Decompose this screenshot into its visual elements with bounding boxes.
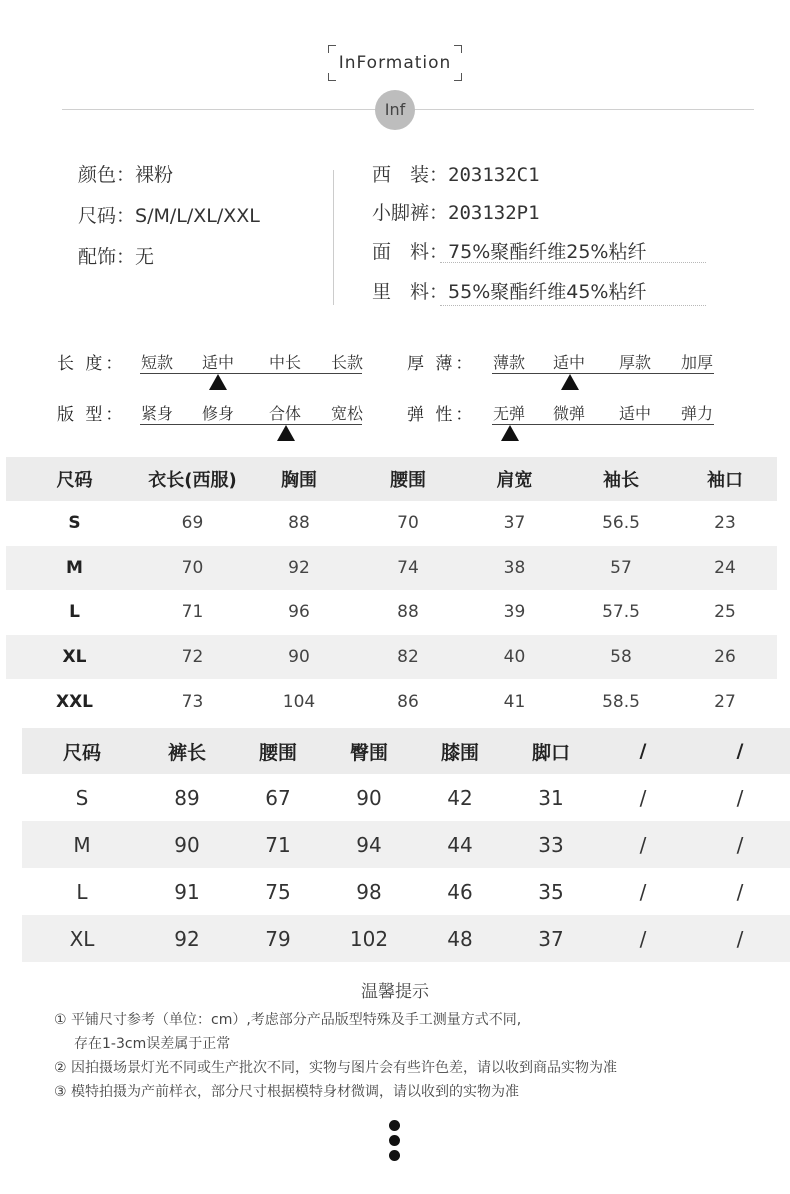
- table-cell: 89: [174, 785, 200, 810]
- table-cell: S: [68, 513, 81, 534]
- table-cell: 24: [673, 546, 777, 591]
- table-cell: 44: [414, 821, 506, 868]
- table-cell: 90: [242, 635, 356, 680]
- length-option-short: 短款: [141, 353, 174, 372]
- table-cell: 56.5: [602, 513, 640, 534]
- info-pants-value: 203132P1: [448, 202, 540, 224]
- information-title: InFormation: [338, 53, 452, 73]
- thickness-scale-line: [492, 373, 714, 374]
- table-cell: 25: [714, 602, 736, 623]
- table-row: [22, 868, 790, 915]
- dot-icon: [389, 1120, 400, 1131]
- table-cell: /: [639, 879, 647, 904]
- table-row: [22, 915, 790, 962]
- table-row: [6, 546, 777, 591]
- thickness-option-thin: 薄款: [493, 353, 526, 372]
- info-pants-label: 小脚裤：: [372, 202, 449, 224]
- table-cell: 39: [503, 602, 526, 623]
- column-header: 尺码: [6, 457, 143, 501]
- thickness-scale-label: 厚 薄：: [407, 354, 476, 374]
- fit-indicator-icon: [277, 425, 295, 441]
- tips-title: 温馨提示: [361, 982, 429, 1002]
- jacket-size-table: [6, 457, 777, 724]
- table-cell: 72: [143, 635, 242, 680]
- table-cell: 58: [569, 635, 673, 680]
- table-cell: 57: [569, 546, 673, 591]
- table-cell: 92: [142, 915, 232, 962]
- elasticity-option-stretch: 弹力: [681, 404, 714, 423]
- pants-size-table: [22, 728, 790, 962]
- table-cell: 90: [356, 785, 382, 810]
- fit-option-tight: 紧身: [141, 404, 174, 423]
- table-row: [6, 679, 777, 724]
- information-title-frame: [328, 45, 462, 81]
- table-cell: 42: [447, 785, 473, 810]
- table-cell: 70: [397, 513, 419, 534]
- table-cell: 90: [142, 821, 232, 868]
- table-cell: 41: [503, 691, 526, 712]
- elasticity-option-medium: 适中: [619, 404, 652, 423]
- table-cell: 86: [397, 691, 419, 712]
- table-cell: /: [736, 785, 744, 810]
- table-row: [22, 774, 790, 821]
- column-header: /: [596, 728, 690, 774]
- column-header: 衣长(西服): [143, 457, 242, 501]
- info-suit: [372, 160, 540, 187]
- table-cell: 96: [288, 602, 310, 623]
- info-lining-value: 55%聚酯纤维45%粘纤: [448, 281, 647, 303]
- table-cell: /: [639, 785, 647, 810]
- elasticity-indicator-icon: [501, 425, 519, 441]
- fit-scale-line: [140, 424, 362, 425]
- table-cell: 88: [288, 513, 310, 534]
- table-cell: 37: [503, 513, 526, 534]
- table-row: [6, 635, 777, 680]
- table-cell: 91: [174, 879, 200, 904]
- table-cell: 82: [356, 635, 460, 680]
- info-pants: [372, 198, 540, 225]
- table-cell: M: [6, 546, 143, 591]
- table-cell: 92: [242, 546, 356, 591]
- corner-bracket-icon: [328, 73, 336, 81]
- table-cell: 94: [324, 821, 414, 868]
- table-cell: /: [596, 915, 690, 962]
- length-indicator-icon: [209, 374, 227, 390]
- thickness-option-extra-thick: 加厚: [681, 353, 714, 372]
- column-header: 腰围: [232, 728, 324, 774]
- fit-option-slim: 修身: [202, 404, 235, 423]
- table-cell: 74: [356, 546, 460, 591]
- info-fabric-value: 75%聚酯纤维25%粘纤: [448, 241, 647, 263]
- table-cell: 26: [673, 635, 777, 680]
- elasticity-scale-line: [492, 424, 714, 425]
- length-scale-label: 长 度：: [57, 354, 126, 374]
- tip-line-1-continued: 存在1-3cm误差属于正常: [74, 1036, 231, 1052]
- info-suit-value: 203132C1: [448, 164, 540, 186]
- info-column-divider: [333, 170, 334, 305]
- length-option-long: 长款: [331, 353, 364, 372]
- table-cell: 33: [506, 821, 596, 868]
- elasticity-option-none: 无弹: [493, 404, 526, 423]
- table-cell: 73: [181, 691, 204, 712]
- column-header: 膝围: [414, 728, 506, 774]
- table-cell: 71: [181, 602, 204, 623]
- corner-bracket-icon: [328, 45, 336, 53]
- table-header-row: [22, 728, 790, 774]
- table-cell: 57.5: [602, 602, 640, 623]
- length-option-medium: 适中: [202, 353, 235, 372]
- table-cell: 46: [447, 879, 473, 904]
- info-size-label: 尺码：: [78, 205, 136, 227]
- lining-underline: [440, 305, 706, 306]
- column-header: /: [690, 728, 790, 774]
- table-cell: 69: [181, 513, 204, 534]
- table-cell: 23: [714, 513, 736, 534]
- column-header: 胸围: [242, 457, 356, 501]
- column-header: 肩宽: [460, 457, 569, 501]
- table-cell: 40: [460, 635, 569, 680]
- table-cell: XXL: [55, 691, 94, 712]
- info-size: [78, 201, 260, 228]
- column-header: 袖长: [569, 457, 673, 501]
- info-fabric-label: 面 料：: [372, 241, 449, 263]
- table-cell: S: [75, 785, 89, 810]
- column-header: 裤长: [142, 728, 232, 774]
- fit-option-loose: 宽松: [331, 404, 364, 423]
- column-header: 尺码: [22, 728, 142, 774]
- fabric-underline: [440, 262, 706, 263]
- info-fabric: [372, 237, 646, 264]
- table-cell: /: [690, 821, 790, 868]
- tip-line-3: ③ 模特拍摄为产前样衣，部分尺寸根据模特身材微调，请以收到的实物为准: [54, 1084, 519, 1100]
- info-lining-label: 里 料：: [372, 281, 449, 303]
- table-cell: XL: [22, 915, 142, 962]
- info-color: [78, 160, 173, 187]
- column-header: 脚口: [506, 728, 596, 774]
- elasticity-scale-label: 弹 性：: [407, 405, 476, 425]
- table-cell: 71: [232, 821, 324, 868]
- table-cell: /: [596, 821, 690, 868]
- dot-icon: [389, 1150, 400, 1161]
- corner-bracket-icon: [454, 73, 462, 81]
- table-cell: 104: [282, 691, 316, 712]
- table-cell: /: [690, 915, 790, 962]
- table-row: [6, 590, 777, 635]
- elasticity-option-slight: 微弹: [553, 404, 586, 423]
- table-cell: XL: [6, 635, 143, 680]
- info-lining: [372, 277, 646, 304]
- inf-badge: Inf: [375, 90, 415, 130]
- column-header: 臀围: [324, 728, 414, 774]
- tip-line-1: ① 平铺尺寸参考（单位：cm）,考虑部分产品版型特殊及手工测量方式不同,: [54, 1012, 522, 1028]
- table-cell: 38: [460, 546, 569, 591]
- table-cell: 37: [506, 915, 596, 962]
- thickness-option-thick: 厚款: [619, 353, 652, 372]
- fit-option-regular: 合体: [269, 404, 302, 423]
- table-cell: 75: [265, 879, 291, 904]
- table-cell: 88: [397, 602, 419, 623]
- table-cell: L: [69, 602, 80, 623]
- table-cell: 79: [232, 915, 324, 962]
- thickness-indicator-icon: [561, 374, 579, 390]
- corner-bracket-icon: [454, 45, 462, 53]
- table-cell: 67: [265, 785, 291, 810]
- info-size-value: S/M/L/XL/XXL: [135, 205, 260, 227]
- table-cell: 35: [538, 879, 564, 904]
- dot-icon: [389, 1135, 400, 1146]
- fit-scale-label: 版 型：: [57, 405, 126, 425]
- table-row: [22, 821, 790, 868]
- info-suit-label: 西 装：: [372, 164, 449, 186]
- table-cell: 58.5: [602, 691, 640, 712]
- info-accessory: [78, 242, 154, 269]
- info-color-value: 裸粉: [135, 164, 174, 186]
- table-cell: 31: [538, 785, 564, 810]
- table-cell: M: [22, 821, 142, 868]
- info-accessory-label: 配饰：: [78, 246, 136, 268]
- table-cell: 102: [324, 915, 414, 962]
- table-cell: 27: [714, 691, 736, 712]
- tip-line-2: ② 因拍摄场景灯光不同或生产批次不同，实物与图片会有些许色差，请以收到商品实物为准: [54, 1060, 617, 1076]
- column-header: 袖口: [673, 457, 777, 501]
- thickness-option-medium: 适中: [553, 353, 586, 372]
- column-header: 腰围: [356, 457, 460, 501]
- length-option-mid-long: 中长: [269, 353, 302, 372]
- table-cell: 98: [356, 879, 382, 904]
- length-scale-line: [140, 373, 362, 374]
- table-cell: 70: [143, 546, 242, 591]
- table-cell: L: [76, 879, 88, 904]
- table-row: [6, 501, 777, 546]
- info-color-label: 颜色：: [78, 164, 136, 186]
- table-header-row: [6, 457, 777, 501]
- table-cell: 48: [414, 915, 506, 962]
- table-cell: /: [736, 879, 744, 904]
- info-accessory-value: 无: [135, 246, 155, 268]
